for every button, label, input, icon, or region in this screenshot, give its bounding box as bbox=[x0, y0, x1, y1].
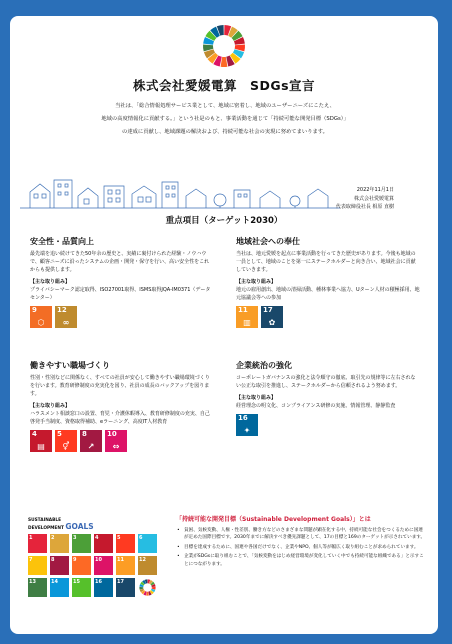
section-title: 地域社会への奉仕 bbox=[236, 237, 300, 246]
intro-line: 当社は、「総合情報処理サービス業として、地域に密着し、地域のユーザーニーズにこたえ、 bbox=[115, 103, 335, 109]
sdg-goal-mini-tile: 14 bbox=[50, 578, 69, 597]
sdg-goal-tile bbox=[236, 414, 258, 436]
sdg-goal-number: 12 bbox=[57, 306, 67, 314]
section-body: コーポレートガバナンスの強化と法令順守の徹底、取引先の規律等に左右されない公正な取引を推進し、ステークホルダーから信頼されるよう努めます。 bbox=[236, 375, 416, 389]
sdg-goal-icon: ⚥ bbox=[62, 442, 70, 451]
town-skyline-illustration bbox=[20, 166, 340, 216]
sdg-goals-grid bbox=[28, 518, 168, 597]
section-governance bbox=[236, 360, 420, 436]
sdg-goal-icon: ✿ bbox=[268, 318, 276, 327]
sdg-goal-mini-tile: 9 bbox=[72, 556, 91, 575]
sdg-tiles bbox=[30, 430, 214, 452]
sdg-goal-tile bbox=[236, 306, 258, 328]
sdg-goal-number: 16 bbox=[238, 414, 248, 422]
section-actions: 経営理念の明文化、コンプライアンス研修の実施、情報管理、静静監査 bbox=[236, 403, 396, 409]
sdg-head-line1: SUSTAINABLE bbox=[28, 518, 62, 523]
sdg-goal-mini-tile: 1 bbox=[28, 534, 47, 553]
sdg-tiles bbox=[236, 414, 420, 436]
sdg-goal-tile bbox=[30, 306, 52, 328]
sdg-goal-mini-tile: 11 bbox=[116, 556, 135, 575]
section-actions: プライバシーマーク認定取得、ISO27001取得、ISMS取得JQA-IM0371（データセンター） bbox=[30, 287, 211, 301]
sdgs-about-title: 「持続可能な開発目標（Sustainable Development Goals）」とは bbox=[176, 516, 371, 523]
list-item: • 目標を達成するために、国連や各国だけでなく、企業やNPO、個人等が幅広く取り組むことが求められています。 bbox=[176, 544, 426, 551]
list-item: • 企業がSDGsに取り組むことで、「気候変動をはじめ経営環境が変化していく中でも持続可能な組織である」と示すことにつながります。 bbox=[176, 553, 426, 568]
section-safety-quality bbox=[30, 236, 214, 328]
sdg-goal-icon: ⬡ bbox=[37, 318, 45, 327]
sdg-goal-number: 10 bbox=[107, 430, 117, 438]
section-workplace bbox=[30, 360, 214, 452]
sdg-goal-number: 9 bbox=[32, 306, 37, 314]
sdg-goal-mini-tile: 12 bbox=[138, 556, 157, 575]
sdg-goal-number: 11 bbox=[238, 306, 248, 314]
sdg-goal-mini-tile: 4 bbox=[94, 534, 113, 553]
section-actions: 地元の雇用創出、地域の清掃活動、種林事業へ協力、Uターン人材の積極採用、地元協議会等への参加 bbox=[236, 287, 420, 301]
wheel-segment bbox=[221, 57, 228, 67]
sdg-goal-mini-tile: 10 bbox=[94, 556, 113, 575]
sdg-goal-icon: ↗ bbox=[87, 442, 95, 451]
sdg-goal-tile bbox=[55, 306, 77, 328]
sdgs-info-box bbox=[20, 514, 428, 614]
intro-line: の達成に貢献し、地域課題の解決および、持続可能な社会の実現に努めてまいります。 bbox=[122, 129, 328, 135]
section-sub-label: 【主な取り組み】 bbox=[236, 395, 277, 401]
sdg-goal-mini-tile: 16 bbox=[94, 578, 113, 597]
sdgs-about bbox=[176, 514, 426, 570]
priority-heading: 重点項目（ターゲット2030） bbox=[165, 216, 283, 226]
sdgs-wheel-small-icon bbox=[138, 578, 157, 597]
section-community bbox=[236, 236, 420, 328]
section-sub-label: 【主な取り組み】 bbox=[30, 403, 71, 409]
sdg-goal-icon: ⇔ bbox=[112, 442, 120, 451]
declaration-date: 2022年11月1日 bbox=[356, 187, 394, 193]
declaration-card bbox=[10, 16, 438, 634]
section-body: 性別・性別などに関係なく、すべての社員が安心して働きやすい職場環境づくりを行います。教育研修制度の充実化を図り、社員の成長のバックアップを図ります。 bbox=[30, 375, 210, 397]
intro-text bbox=[30, 100, 420, 139]
sdg-goal-tile bbox=[55, 430, 77, 452]
sdg-goal-mini-tile: 6 bbox=[138, 534, 157, 553]
page-title: 株式会社愛媛電算 SDGs宣言 bbox=[132, 78, 316, 93]
sdg-goal-mini-tile: 7 bbox=[28, 556, 47, 575]
sdg-goal-number: 5 bbox=[57, 430, 62, 438]
sdg-goal-icon: ∞ bbox=[62, 318, 70, 327]
sdg-tiles bbox=[30, 306, 214, 328]
section-sub-label: 【主な取り組み】 bbox=[236, 279, 277, 285]
intro-line: 地域の高度情報化に貢献する。」という社是のもと、事業活動を通じて「持続可能な開発目標（SDGs）」 bbox=[101, 116, 349, 122]
section-body: 当社は、地元愛媛を起点に事業活動を行ってきた歴史があります。今後も地域の一員として、地域のことを第一にステークホルダーと向き合い、地域社会に貢献していきます。 bbox=[236, 251, 416, 273]
sdg-goal-mini-tile: 17 bbox=[116, 578, 135, 597]
signature-block bbox=[336, 186, 394, 212]
sdg-goal-icon: ▤ bbox=[37, 442, 45, 451]
sdg-goal-mini-tile: 2 bbox=[50, 534, 69, 553]
sdg-head-line2: DEVELOPMENT bbox=[28, 526, 64, 531]
sdg-goal-mini-tile: 15 bbox=[72, 578, 91, 597]
section-sub-label: 【主な取り組み】 bbox=[30, 279, 71, 285]
company-name: 株式会社愛媛電算 bbox=[353, 195, 394, 202]
sdg-goal-mini-tile: 13 bbox=[28, 578, 47, 597]
sdg-goals-tiles bbox=[28, 534, 168, 597]
sdg-goal-number: 8 bbox=[82, 430, 87, 438]
sdg-goal-number: 17 bbox=[263, 306, 273, 314]
section-title: 安全性・品質向上 bbox=[30, 237, 94, 246]
sdg-goal-mini-tile: 8 bbox=[50, 556, 69, 575]
president-name: 代表取締役社長 相原 直樹 bbox=[335, 204, 394, 210]
sdg-goal-tile bbox=[30, 430, 52, 452]
sdgs-about-list bbox=[176, 527, 426, 568]
section-actions: ハラスメント相談窓口の設置、育児・介護休暇導入、教育研修制度の充実、自己啓発手当制度、資格取得補助、eラーニング、高度IT人材教育 bbox=[30, 411, 210, 425]
section-body: 最先端を追い続けてきた50年余の歴史と、実績に裏付けられた経験・ノウハウで、顧客ニーズに沿ったシステムの企画・開発・保守を行い、高い安全性をこれからも提供します。 bbox=[30, 251, 210, 273]
sdg-goal-icon: ✦ bbox=[243, 426, 251, 435]
sdg-tiles bbox=[236, 306, 420, 328]
sdg-goal-mini-tile: 5 bbox=[116, 534, 135, 553]
sdg-goal-tile bbox=[261, 306, 283, 328]
sdg-goal-tile bbox=[80, 430, 102, 452]
section-title: 働きやすい職場づくり bbox=[30, 361, 110, 370]
sdg-goal-tile bbox=[105, 430, 127, 452]
sdg-goal-mini-tile: 3 bbox=[72, 534, 91, 553]
sdg-goals-word: GOALS bbox=[65, 522, 94, 531]
section-title: 企業統治の強化 bbox=[236, 361, 292, 370]
list-item: • 貧困、気候変動、人権・性差別、働き方などのさまざまな問題が顕在化する中、持続可能な社会をつくるために国連が定めた国際目標です。2030年までに解決すべき優先課題として、17の目標と169のターゲットが示されています。 bbox=[176, 527, 426, 542]
sdg-goal-icon: ▥ bbox=[243, 318, 251, 327]
sdgs-wheel-icon bbox=[202, 24, 246, 68]
wheel-segment bbox=[146, 592, 149, 596]
sdg-goals-heading bbox=[28, 518, 168, 532]
sdg-goal-number: 4 bbox=[32, 430, 37, 438]
